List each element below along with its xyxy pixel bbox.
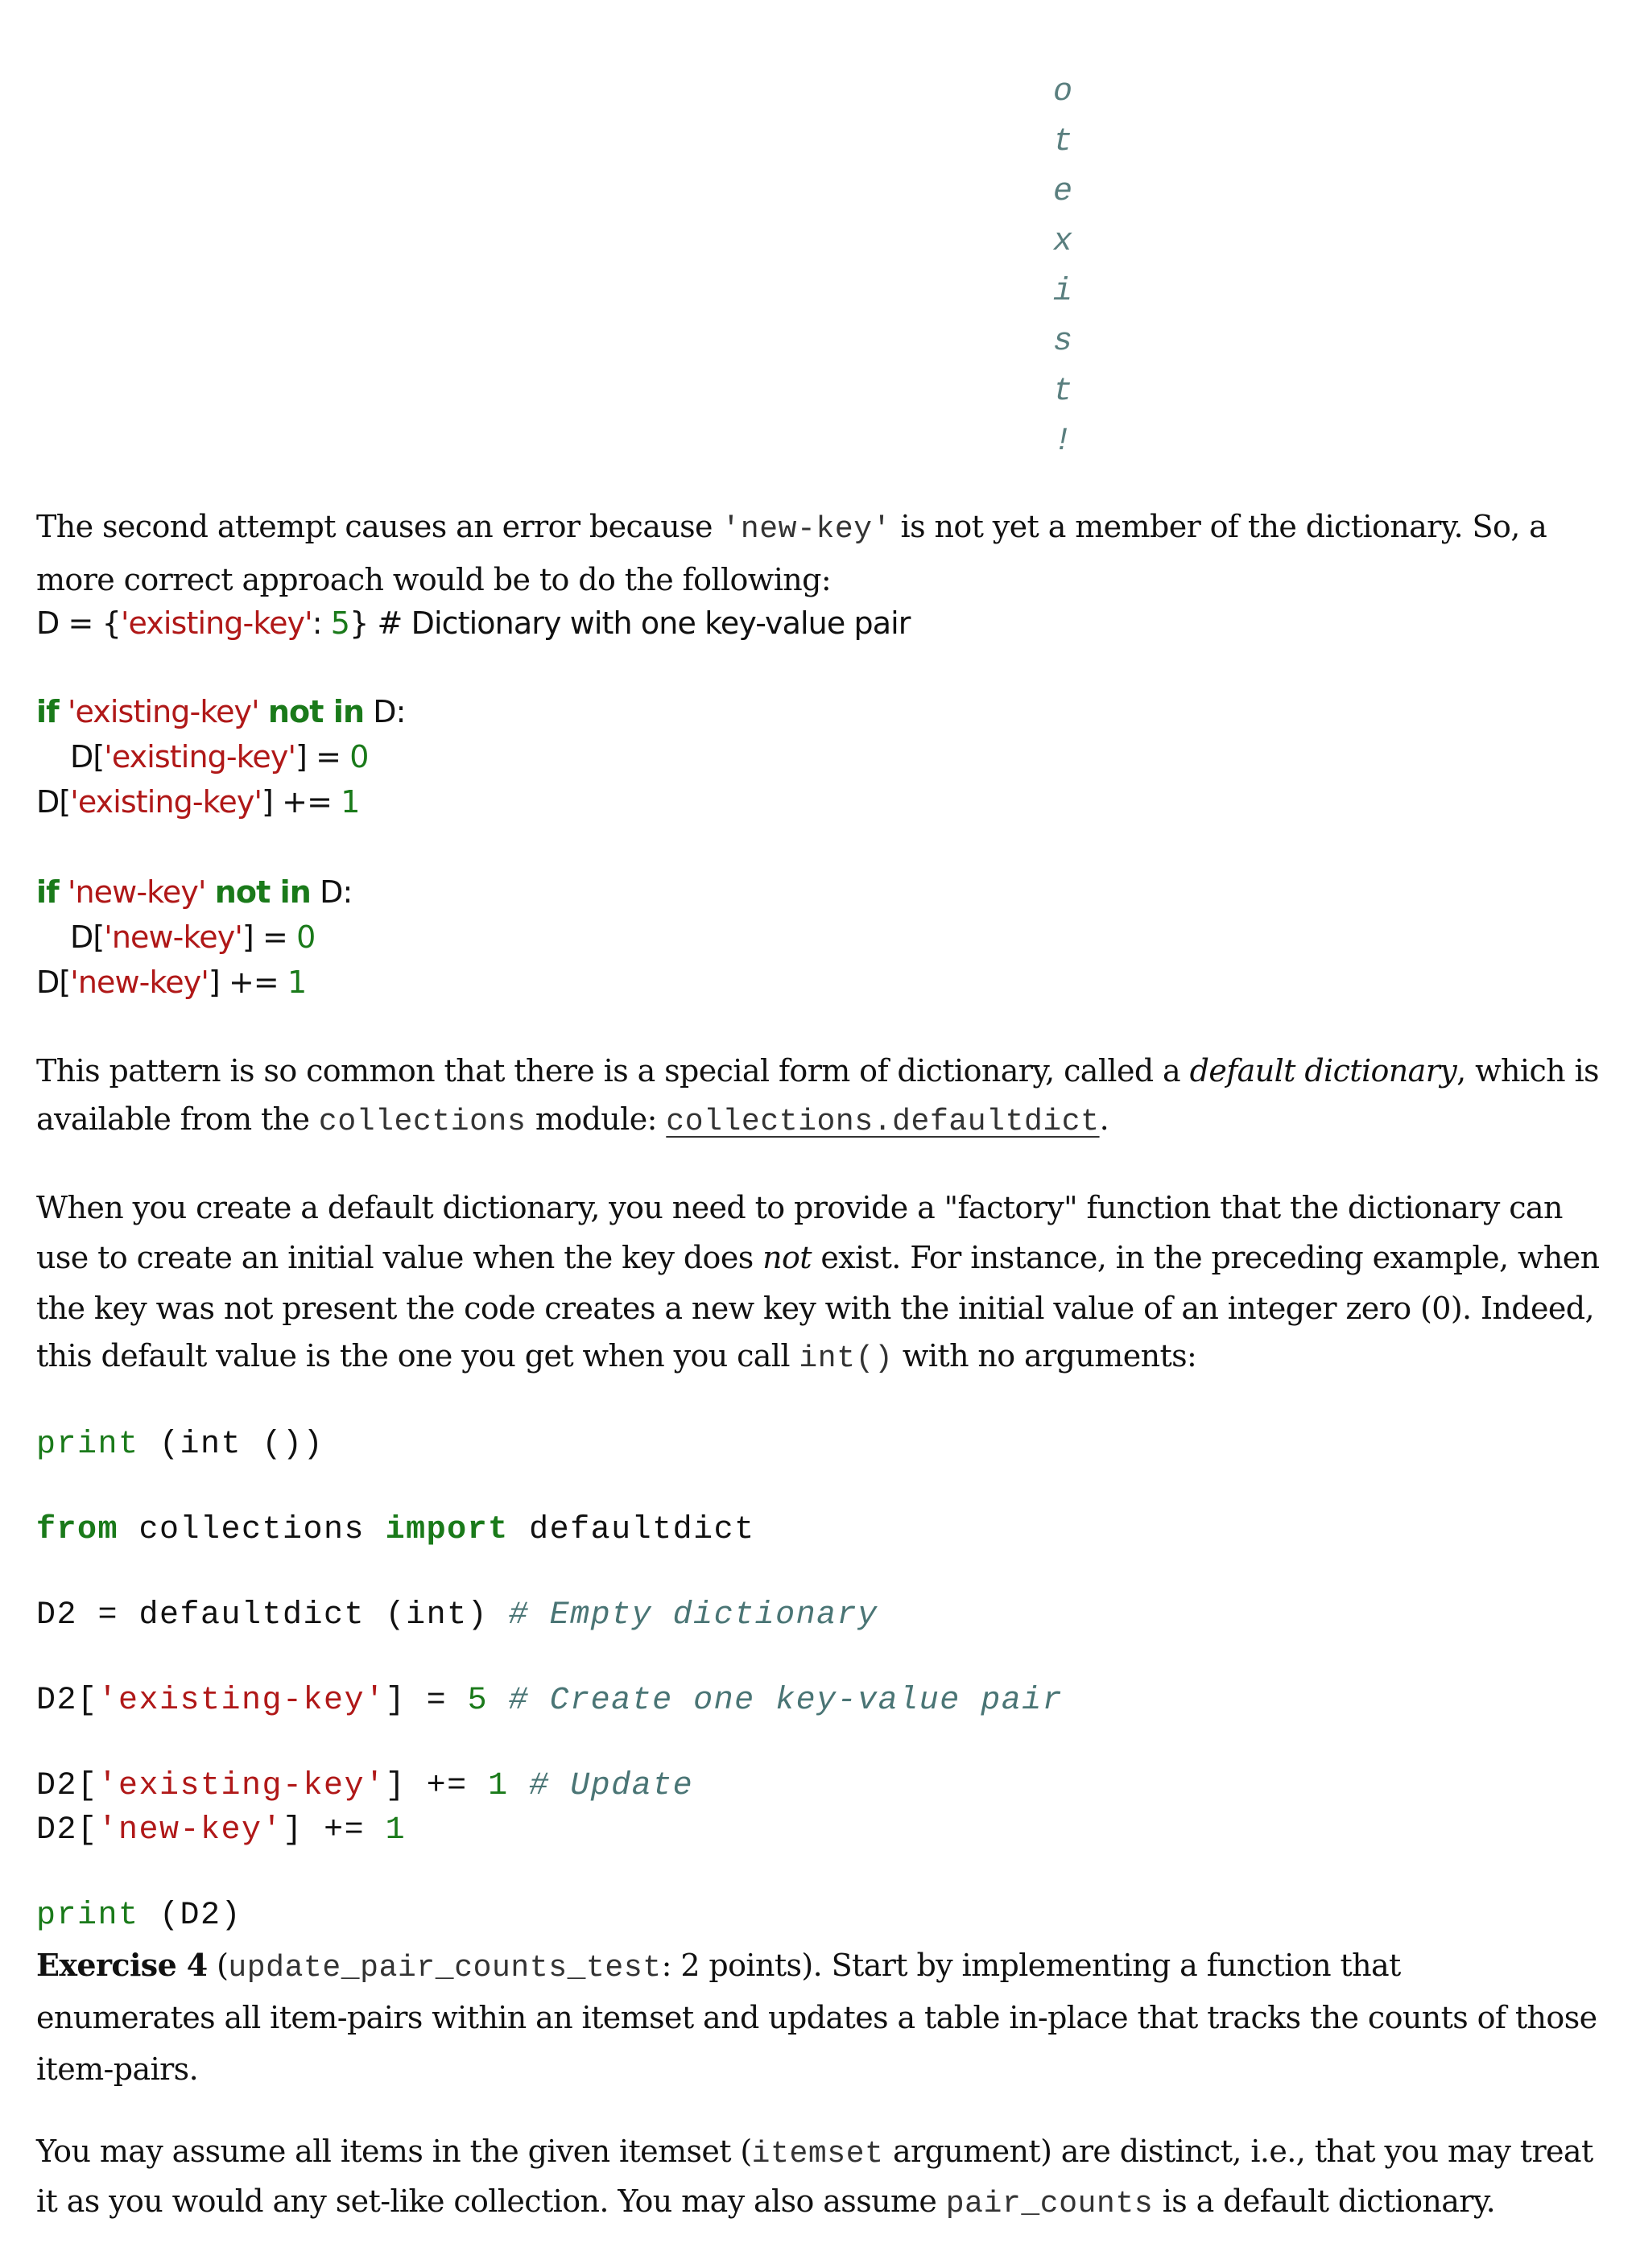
vertical-char: t: [1052, 374, 1072, 410]
vertical-char: i: [1052, 274, 1072, 310]
paragraph-line: The second attempt causes an error because 'new-key' is not yet a member of the dictionary. So, a: [36, 509, 1547, 547]
code-line: print (D2): [36, 1898, 242, 1934]
code-line: D['existing-key'] = 0: [70, 739, 369, 775]
paragraph-line: the key was not present the code creates a new key with the initial value of an integer zero (0). Indeed,: [36, 1291, 1594, 1326]
paragraph-line: it as you would any set-like collection. You may also assume pair_counts is a default dictionary.: [36, 2183, 1496, 2221]
paragraph-line: enumerates all item-pairs within an itemset and updates a table in-place that tracks the counts of those: [36, 2000, 1597, 2035]
inline-code: itemset: [751, 2137, 884, 2171]
code-line: D['new-key'] = 0: [70, 919, 316, 955]
paragraph-line: This pattern is so common that there is a special form of dictionary, called a default dictionary, which is: [36, 1053, 1599, 1089]
inline-code: int(): [799, 1341, 894, 1376]
vertical-char: t: [1052, 124, 1072, 160]
paragraph-line: When you create a default dictionary, you need to provide a "factory" function that the dictionary can: [36, 1190, 1563, 1225]
vertical-char: o: [1052, 74, 1072, 110]
code-line: D2 = defaultdict (int) # Empty dictionary: [36, 1597, 878, 1634]
paragraph-line: item-pairs.: [36, 2051, 199, 2087]
code-line: D['existing-key'] += 1: [36, 784, 360, 820]
code-line: from collections import defaultdict: [36, 1512, 755, 1548]
vertical-char: !: [1052, 423, 1072, 460]
vertical-char: s: [1052, 324, 1072, 360]
code-line: D = {'existing-key': 5} # Dictionary with one key-value pair: [36, 605, 911, 641]
paragraph-line: You may assume all items in the given itemset (itemset argument) are distinct, i.e., that you may treat: [36, 2134, 1593, 2171]
code-line: D2['existing-key'] += 1 # Update: [36, 1768, 694, 1804]
defaultdict-link[interactable]: collections.defaultdict: [666, 1105, 1100, 1139]
paragraph-line: available from the collections module: collections.defaultdict.: [36, 1101, 1109, 1139]
inline-code: pair_counts: [945, 2187, 1154, 2221]
code-line: D2['existing-key'] = 5 # Create one key-value pair: [36, 1683, 1064, 1719]
code-line: if 'existing-key' not in D:: [36, 694, 406, 729]
code-line: D['new-key'] += 1: [36, 965, 307, 1000]
inline-code: update_pair_counts_test: [228, 1951, 662, 1985]
exercise-heading: Exercise 4 (update_pair_counts_test: 2 points). Start by implementing a function that: [36, 1947, 1401, 1985]
code-line: print (int ()): [36, 1427, 324, 1463]
paragraph-line: this default value is the one you get when you call int() with no arguments:: [36, 1338, 1197, 1376]
paragraph-line: use to create an initial value when the key does not exist. For instance, in the preceding example, when: [36, 1240, 1600, 1275]
code-line: D2['new-key'] += 1: [36, 1812, 407, 1849]
vertical-char: e: [1052, 174, 1072, 210]
paragraph-line: more correct approach would be to do the following:: [36, 562, 832, 597]
vertical-char: x: [1052, 224, 1072, 260]
code-line: if 'new-key' not in D:: [36, 874, 353, 910]
inline-code: 'new-key': [721, 512, 892, 547]
inline-code: collections: [318, 1105, 527, 1139]
